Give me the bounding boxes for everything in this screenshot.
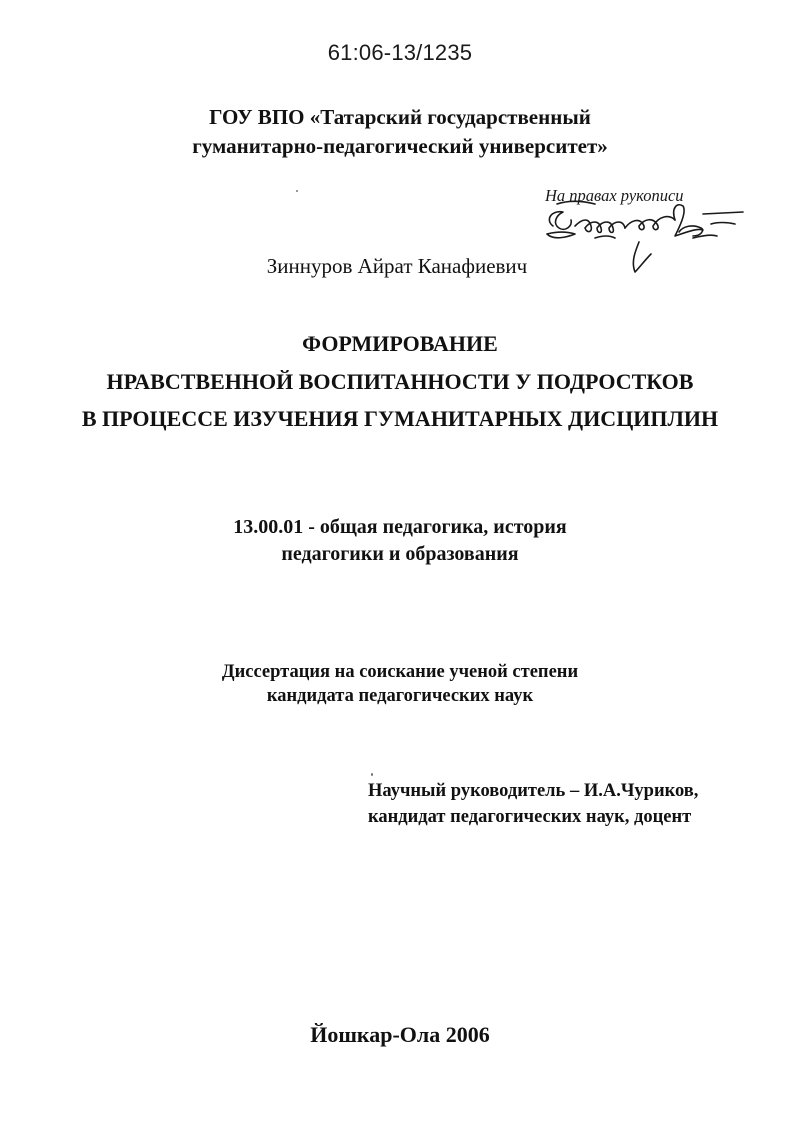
supervisor-line-1: Научный руководитель – И.А.Чуриков,	[368, 781, 699, 801]
institution-name	[0, 103, 800, 161]
scan-speck	[296, 190, 298, 192]
city-and-year: Йошкар-Ола 2006	[310, 1022, 490, 1047]
degree-line-1: Диссертация на соискание ученой степени	[221, 662, 579, 682]
specialty-line-1: 13.00.01 - общая педагогика, история	[233, 516, 567, 538]
author-name	[0, 254, 800, 279]
manuscript-rights-note: На правах рукописи	[545, 186, 684, 205]
title-line-2: НРАВСТВЕННОЙ ВОСПИТАННОСТИ У ПОДРОСТКОВ	[106, 368, 694, 394]
degree-line-2: кандидата педагогических наук	[266, 686, 534, 706]
specialty-line-2: педагогики и образования	[281, 543, 519, 565]
institution-line-2: гуманитарно-педагогический университет»	[192, 134, 608, 158]
title-line-1: ФОРМИРОВАНИЕ	[302, 331, 498, 356]
institution-line-1: ГОУ ВПО «Татарский государственный	[209, 105, 591, 129]
catalog-number: 61:06-13/1235	[327, 40, 473, 65]
title-line-3: В ПРОЦЕССЕ ИЗУЧЕНИЯ ГУМАНИТАРНЫХ ДИСЦИПЛИН	[81, 406, 719, 431]
dissertation-title	[0, 325, 800, 438]
scientific-supervisor	[368, 778, 698, 830]
degree-statement	[0, 660, 800, 708]
supervisor-line-2: кандидат педагогических наук, доцент	[368, 807, 692, 827]
specialty-code	[0, 514, 800, 568]
scan-speck	[371, 773, 373, 776]
author-name-text: Зиннуров Айрат Канафиевич	[266, 254, 528, 278]
